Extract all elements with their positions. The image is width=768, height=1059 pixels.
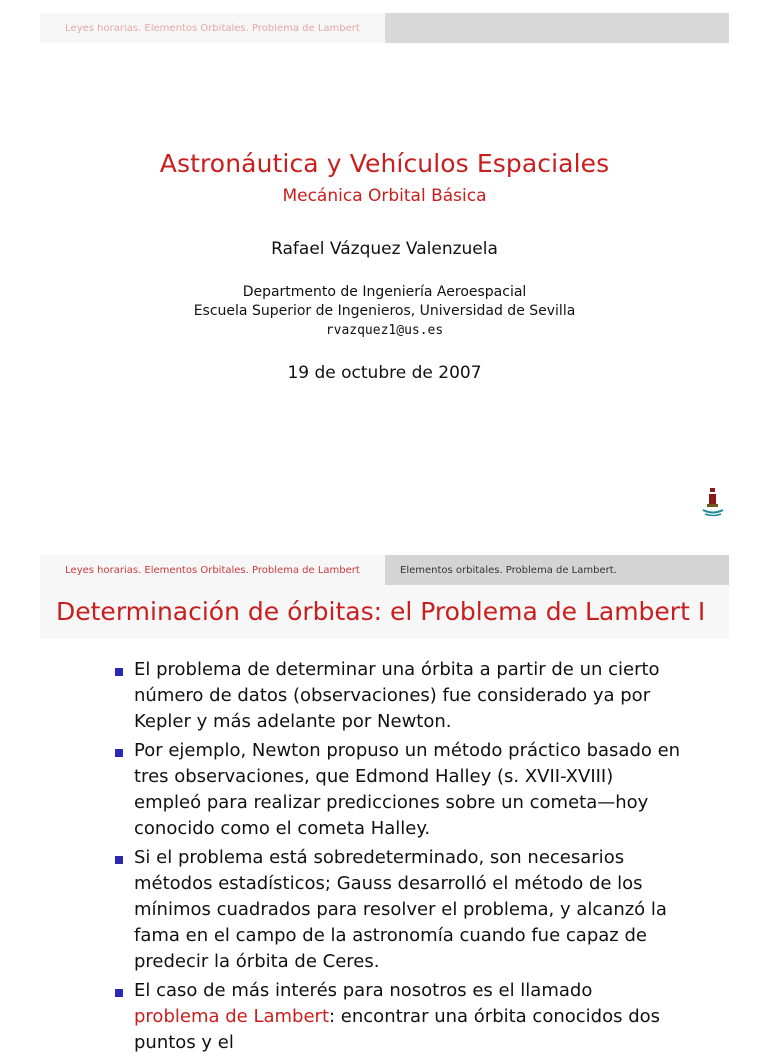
subsection-nav-bar (385, 13, 729, 43)
author-name: Rafael Vázquez Valenzuela (271, 239, 498, 259)
department-name: Departmento de Ingeniería Aeroespacial (242, 284, 527, 300)
bullet-text: Si el problema está sobredeterminado, son necesarios métodos estadísticos; Gauss desarrolló el método de los mínimos cuadrados para resolver el problema, y alcanzó la fama en el campo de la astronomía cuando fue capaz de predecir la órbita de Ceres. (134, 847, 667, 972)
presentation-title: Astronáutica y Vehículos Espaciales (159, 149, 610, 178)
presentation-subtitle: Mecánica Orbital Básica (282, 186, 487, 206)
bullet-square-icon (115, 856, 123, 864)
bullet-list (112, 657, 682, 1059)
content-slide (40, 555, 729, 1053)
presentation-date: 19 de octubre de 2007 (287, 363, 482, 383)
list-item (112, 845, 682, 975)
university-logo-icon (702, 487, 724, 517)
bullet-square-icon (115, 668, 123, 676)
bullet-text: : encontrar una órbita conocidos dos puntos y el (134, 1006, 661, 1053)
title-block (40, 149, 729, 383)
frame-title: Determinación de órbitas: el Problema de Lambert I (40, 585, 729, 639)
section-nav-link[interactable]: Leyes horarias. Elementos Orbitales. Problema de Lambert (40, 13, 385, 43)
slide-header (40, 555, 729, 585)
institution (40, 283, 729, 340)
section-nav-link[interactable]: Leyes horarias. Elementos Orbitales. Problema de Lambert (40, 555, 385, 585)
title-slide (40, 13, 729, 533)
bullet-square-icon (115, 749, 123, 757)
bullet-square-icon (115, 989, 123, 997)
bullet-text: El caso de más interés para nosotros es el llamado (134, 980, 593, 1001)
list-item (112, 657, 682, 735)
list-item (112, 978, 682, 1056)
bullet-text: Por ejemplo, Newton propuso un método práctico basado en tres observaciones, que Edmond Halley (s. XVII-XVIII) empleó para realizar predicciones sobre un cometa—hoy conocido como el cometa Halley. (134, 740, 681, 839)
lambert-problem-term: problema de Lambert (134, 1006, 330, 1027)
author-email: rvazquez1@us.es (325, 323, 444, 338)
school-name: Escuela Superior de Ingenieros, Universidad de Sevilla (193, 303, 576, 319)
list-item (112, 738, 682, 842)
subsection-nav-link[interactable]: Elementos orbitales. Problema de Lambert. (385, 555, 729, 585)
slide-header (40, 13, 729, 43)
bullet-text: El problema de determinar una órbita a partir de un cierto número de datos (observaciones) fue considerado ya por Kepler y más adelante por Newton. (134, 659, 660, 732)
